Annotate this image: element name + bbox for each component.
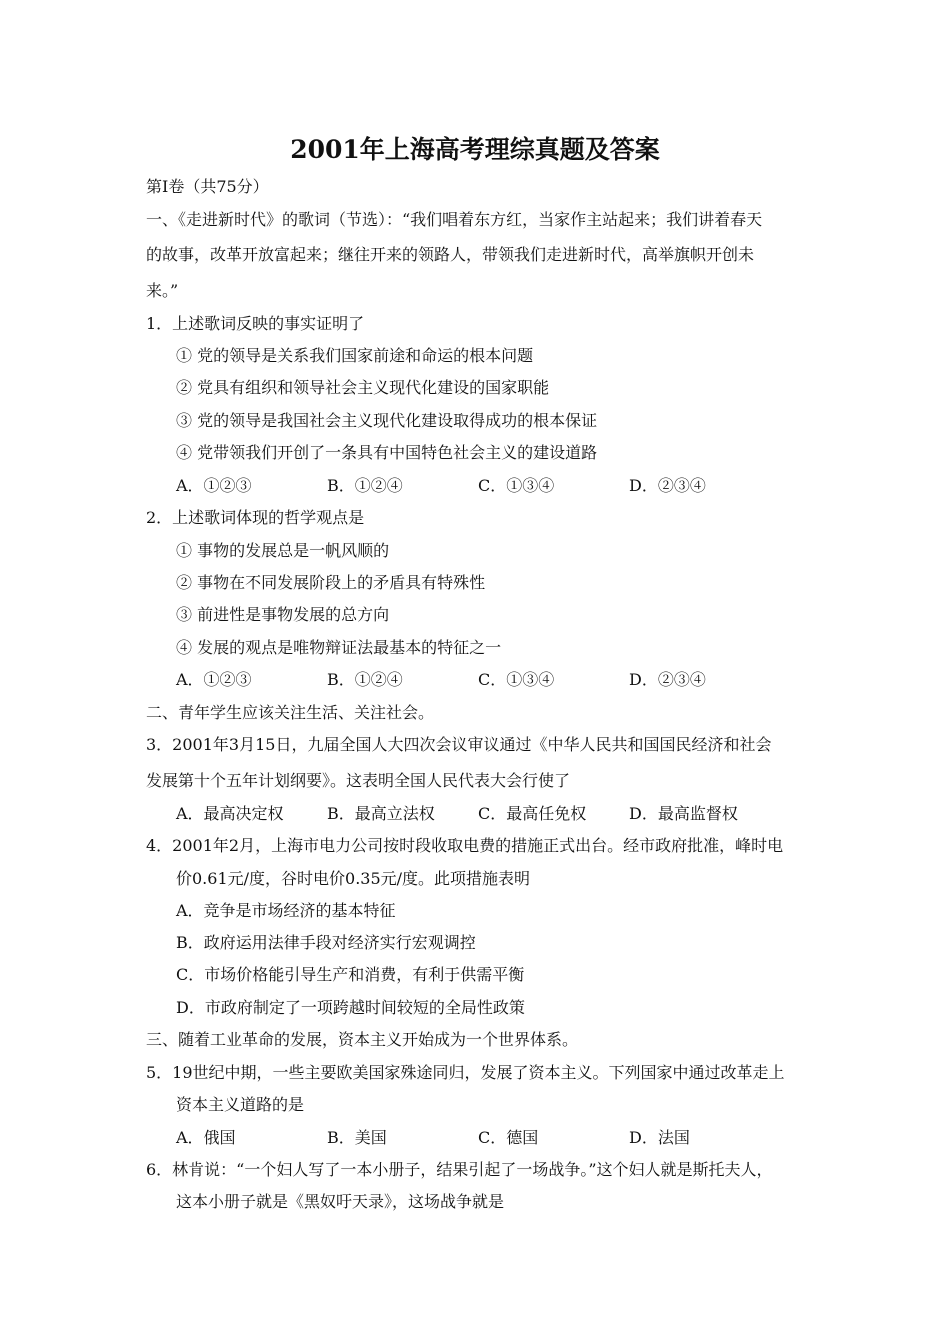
section-header: 第Ⅰ卷（共75分）: [146, 177, 269, 196]
question-2-item: ③ 前进性是事物发展的总方向: [176, 605, 390, 624]
question-4-option-d: D．市政府制定了一项跨越时间较短的全局性政策: [176, 998, 525, 1017]
question-5-option-c: C．德国: [478, 1128, 539, 1147]
question-3-option-d: D．最高监督权: [629, 804, 738, 823]
part2-intro: 二、青年学生应该关注生活、关注社会。: [146, 703, 435, 722]
question-2-stem: 2．上述歌词体现的哲学观点是: [146, 508, 365, 527]
question-1-option-c: C．①③④: [478, 476, 555, 495]
question-6-stem-line: 6．林肯说：“一个妇人写了一本小册子，结果引起了一场战争。”这个妇人就是斯托夫人，: [146, 1160, 773, 1179]
question-4-option-b: B．政府运用法律手段对经济实行宏观调控: [176, 933, 476, 952]
question-1-item: ② 党具有组织和领导社会主义现代化建设的国家职能: [176, 378, 550, 397]
question-1-option-b: B．①②④: [327, 476, 403, 495]
question-6-stem-line: 这本小册子就是《黑奴吁天录》，这场战争就是: [176, 1192, 505, 1211]
question-1-item: ③ 党的领导是我国社会主义现代化建设取得成功的根本保证: [176, 411, 598, 430]
question-4-stem-line: 价0.61元/度，谷时电价0.35元/度。此项措施表明: [176, 869, 531, 888]
question-5-option-a: A．俄国: [176, 1128, 236, 1147]
question-4-stem-line: 4．2001年2月，上海市电力公司按时段收取电费的措施正式出台。经市政府批准，峰时电: [146, 836, 784, 855]
question-1-item: ① 党的领导是关系我们国家前途和命运的根本问题: [176, 346, 534, 365]
part1-intro-line: 一、《走进新时代》的歌词（节选）：“我们唱着东方红，当家作主站起来；我们讲着春天: [146, 210, 763, 229]
question-2-option-d: D．②③④: [629, 670, 706, 689]
question-5-stem-line: 5．19世纪中期，一些主要欧美国家殊途同归，发展了资本主义。下列国家中通过改革走上: [146, 1063, 785, 1082]
question-3-stem-line: 3．2001年3月15日，九届全国人大四次会议审议通过《中华人民共和国国民经济和社会: [146, 735, 772, 754]
question-4-option-a: A．竞争是市场经济的基本特征: [176, 901, 396, 920]
question-2-item: ① 事物的发展总是一帆风顺的: [176, 541, 390, 560]
question-4-option-c: C．市场价格能引导生产和消费，有利于供需平衡: [176, 965, 525, 984]
question-2-option-b: B．①②④: [327, 670, 403, 689]
question-5-option-d: D．法国: [629, 1128, 690, 1147]
question-5-stem-line: 资本主义道路的是: [176, 1095, 305, 1114]
question-3-option-a: A．最高决定权: [176, 804, 284, 823]
question-5-option-b: B．美国: [327, 1128, 387, 1147]
question-2-option-c: C．①③④: [478, 670, 555, 689]
question-1-item: ④ 党带领我们开创了一条具有中国特色社会主义的建设道路: [176, 443, 598, 462]
question-2-item: ② 事物在不同发展阶段上的矛盾具有特殊性: [176, 573, 486, 592]
question-2-item: ④ 发展的观点是唯物辩证法最基本的特征之一: [176, 638, 502, 657]
question-3-stem-line: 发展第十个五年计划纲要》。这表明全国人民代表大会行使了: [146, 771, 571, 790]
question-1-option-d: D．②③④: [629, 476, 706, 495]
question-1-stem: 1．上述歌词反映的事实证明了: [146, 314, 365, 333]
part3-intro: 三、随着工业革命的发展，资本主义开始成为一个世界体系。: [146, 1030, 579, 1049]
question-2-option-a: A．①②③: [176, 670, 252, 689]
question-3-option-c: C．最高任免权: [478, 804, 587, 823]
part1-intro-line: 来。”: [146, 281, 179, 300]
page-title: 2001年上海高考理综真题及答案: [290, 135, 660, 164]
question-1-option-a: A．①②③: [176, 476, 252, 495]
part1-intro-line: 的故事，改革开放富起来；继往开来的领路人，带领我们走进新时代，高举旗帜开创未: [146, 245, 755, 264]
question-3-option-b: B．最高立法权: [327, 804, 435, 823]
